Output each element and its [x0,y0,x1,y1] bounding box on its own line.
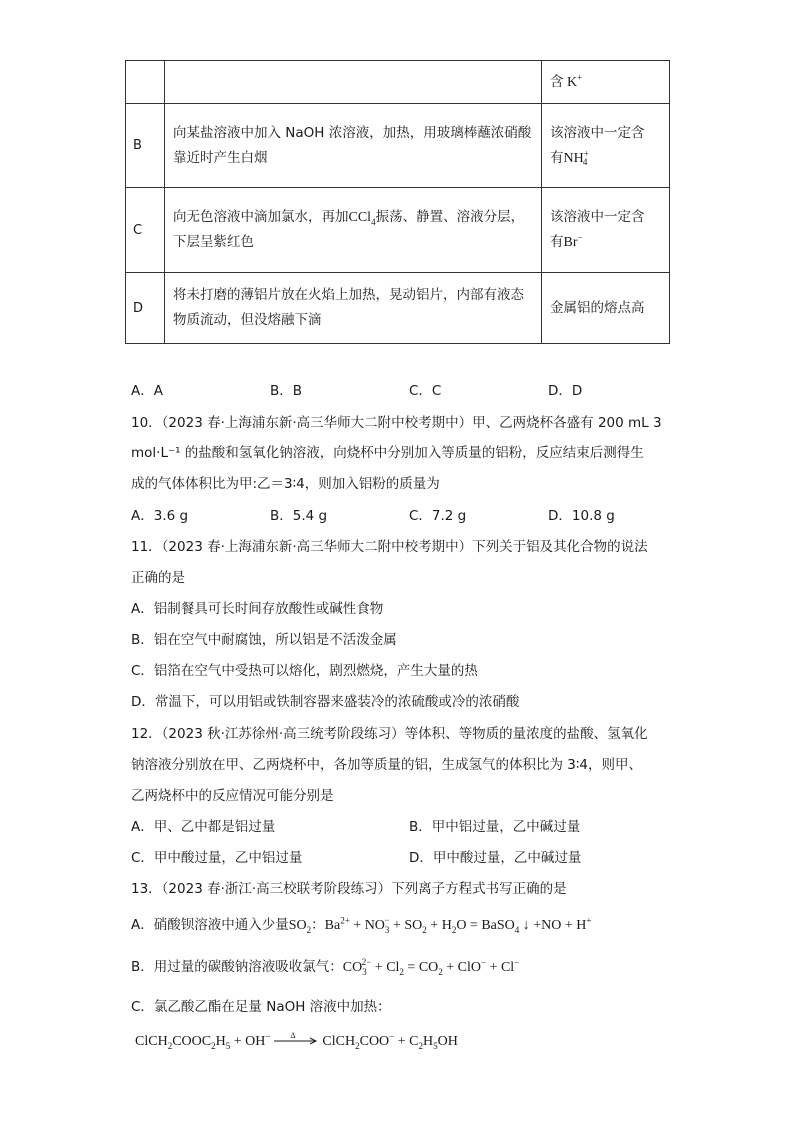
formula-subscript: 4 [371,216,376,227]
q12-option-d[interactable]: D．甲中酸过量，乙中碱过量 [409,850,582,866]
q13-option-c-equation [135,1031,458,1052]
conclusion-line [550,146,665,171]
row-content [165,61,542,104]
row-conclusion: 金属铝的熔点高 [542,273,670,344]
q11-stem-line: 11．（2023 春·上海浦东新·高三华师大二附中校考期中）下列关于铝及其化合物的说法 [131,539,648,555]
q12-option-b[interactable]: B．甲中铝过量，乙中碱过量 [409,819,581,835]
table-row [126,61,670,104]
table-row [126,104,670,188]
option-text: B．用过量的碳酸钠溶液吸收氯气： [131,959,343,975]
ion-symbol: NH [563,150,584,166]
row-content [165,188,542,273]
ion-formula [563,147,589,168]
row-label [126,61,165,104]
row-label: D [126,273,165,344]
conclusion-line [550,230,665,255]
row-content [165,273,542,344]
ion-charge: + [583,147,589,158]
q11-stem-line: 正确的是 [131,570,185,586]
table-row [126,273,670,344]
q9-option-d[interactable]: D．D [548,383,583,399]
content-line: 靠近时产生白烟 [173,149,268,166]
content-line: 物质流动，但没熔融下滴 [173,312,322,328]
experiment-table [125,60,670,344]
ion-charge: + [577,71,583,82]
row-label: B [126,104,165,188]
q11-option-c[interactable]: C．铝箔在空气中受热可以熔化，剧烈燃烧，产生大量的热 [131,663,478,679]
ion-formula [564,71,583,90]
q10-option-a[interactable]: A．3.6 g [131,508,189,524]
q10-option-b[interactable]: B．5.4 g [270,508,328,524]
q11-option-a[interactable]: A．铝制餐具可长时间存放酸性或碱性食物 [131,601,384,617]
ion-charge: − [577,232,583,243]
ion-subscript: 4 [582,157,588,168]
conclusion-text: 有 [550,149,564,166]
equation-a: $Ba^{2+} + NO_3^- + SO_2 + H_2O$ = BaSO$_4$ ↓ +NO + H+ [324,915,592,935]
q13-option-a[interactable]: A．硝酸钡溶液中通入少量$SO_2$：$Ba^{2+} + NO_3^- + SO_2 + H_2O$ = BaSO$_4$ ↓ +NO + H+ [131,915,592,935]
conclusion-text: 含 [550,73,564,90]
q9-option-b[interactable]: B．B [270,383,303,399]
ion-symbol: K [567,74,578,90]
so2-formula: $SO_2$ [288,918,312,935]
q11-option-d[interactable]: D．常温下，可以用铝或铁制容器来盛装冷的浓硫酸或冷的浓硝酸 [131,694,520,710]
q10-stem-line: 10．（2023 春·上海浦东新·高三华师大二附中校考期中）甲、乙两烧杯各盛有 200 mL 3 [131,415,662,431]
content-text: 振荡、静置、溶液分层， [375,209,525,225]
q13-stem-line: 13．（2023 春·浙江·高三校联考阶段练习）下列离子方程式书写正确的是 [131,881,567,897]
q12-option-a[interactable]: A．甲、乙中都是铝过量 [131,819,276,835]
q12-stem-line: 乙两烧杯中的反应情况可能分别是 [131,788,334,804]
option-text: A．硝酸钡溶液中通入少量 [131,917,289,933]
q9-option-c[interactable]: C．C [409,383,442,399]
formula-symbol: CCl [348,210,372,225]
q10-option-d[interactable]: D．10.8 g [548,508,615,524]
content-line: 将未打磨的薄铝片放在火焰上加热，晃动铝片，内部有液态 [173,287,524,303]
row-conclusion [542,104,670,188]
q12-stem-line: 12．（2023 秋·江苏徐州·高三统考阶段练习）等体积、等物质的量浓度的盐酸、氢氧化 [131,726,648,742]
q10-option-c[interactable]: C．7.2 g [409,508,467,524]
ion-symbol: Br [563,235,578,250]
q9-option-a[interactable]: A．A [131,383,163,399]
table-row [126,188,670,273]
equation-c-products: ClCH$_2$COO− + $C_2H_5OH$ [322,1031,458,1051]
content-line [173,205,533,230]
row-conclusion [542,188,670,273]
reaction-arrow-icon [273,1031,319,1047]
q12-option-c[interactable]: C．甲中酸过量，乙中铝过量 [131,850,303,866]
q12-stem-line: 钠溶液分别放在甲、乙两烧杯中，各加等质量的铝，生成氢气的体积比为 3∶4，则甲、 [131,757,642,773]
ccl4-formula [349,210,376,225]
equation-b: $CO_3^{2-} + Cl_2 = CO_2 + ClO^- + Cl^-$ [342,957,520,977]
row-conclusion [542,61,670,104]
heat-symbol: Δ [290,1031,296,1040]
row-content [165,104,542,188]
q10-stem-line: 成的气体体积比为甲:乙＝3∶4，则加入铝粉的质量为 [131,476,440,492]
row-label: C [126,188,165,273]
conclusion-line: 该溶液中一定含 [550,124,645,141]
q13-option-b[interactable] [131,957,519,978]
content-text: 向无色溶液中滴加氯水，再加 [173,209,349,225]
ion-formula [563,232,583,250]
content-line: 下层呈紫红色 [173,234,254,250]
q11-option-b[interactable]: B．铝在空气中耐腐蚀，所以铝是不活泼金属 [131,632,397,648]
equation-c: $ClCH_2COOC_2H_5 + OH^-$ [135,1031,271,1051]
content-line: 向某盐溶液中加入 NaOH 浓溶液，加热，用玻璃棒蘸浓硝酸 [173,124,532,141]
conclusion-text: 有 [550,234,564,250]
q13-option-c[interactable]: C．氯乙酸乙酯在足量 NaOH 溶液中加热： [131,999,391,1015]
conclusion-line: 该溶液中一定含 [550,209,645,225]
q10-stem-line: mol·L⁻¹ 的盐酸和氢氧化钠溶液，向烧杯中分别加入等质量的铝粉，反应结束后测得生 [131,445,644,461]
